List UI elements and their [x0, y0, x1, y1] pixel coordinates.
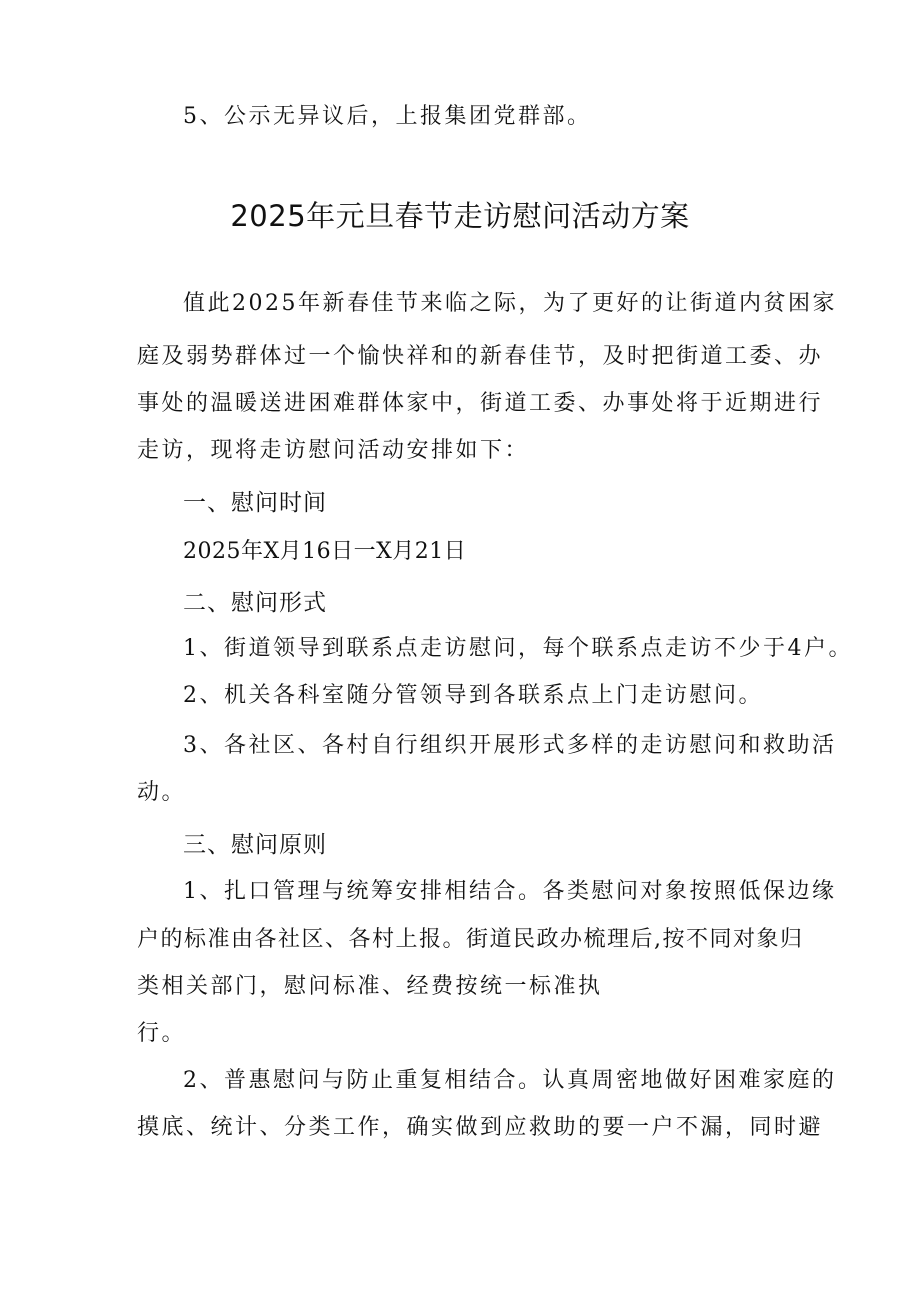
intro-line-3: 事处的温暖送进困难群体家中，街道工委、办事处将于近期进行: [137, 391, 824, 416]
section-2-item-1: 1、街道领导到联系点走访慰问，每个联系点走访不少于4户。: [183, 636, 853, 661]
section-3-heading: 三、慰问原则: [183, 832, 327, 858]
section-3-item-1-line-2: 户的标准由各社区、各村上报。街道民政办梳理后,按不同对象归: [137, 927, 804, 952]
section-3-item-1-line-1: 1、扎口管理与统筹安排相结合。各类慰问对象按照低保边缘: [183, 879, 837, 904]
top-item: 5、公示无异议后，上报集团党群部。: [183, 104, 592, 129]
section-1-content: 2025年X月16日一X月21日: [183, 539, 467, 564]
intro-line-4: 走访，现将走访慰问活动安排如下：: [137, 438, 530, 463]
section-2-item-2: 2、机关各科室随分管领导到各联系点上门走访慰问。: [183, 683, 763, 708]
section-3-item-2-line-1: 2、普惠慰问与防止重复相结合。认真周密地做好困难家庭的: [183, 1068, 837, 1093]
section-1-heading: 一、慰问时间: [183, 490, 327, 516]
section-3-item-1-line-3: 类相关部门，慰问标准、经费按统一标准执: [137, 974, 603, 999]
intro-line-1: 值此2025年新春佳节来临之际，为了更好的让街道内贫困家: [183, 291, 837, 316]
document-title: 2025年元旦春节走访慰问活动方案: [230, 199, 690, 233]
intro-line-2: 庭及弱势群体过一个愉快祥和的新春佳节，及时把街道工委、办: [137, 344, 824, 369]
section-3-item-1-line-4: 行。: [137, 1021, 187, 1046]
section-2-heading: 二、慰问形式: [183, 590, 327, 616]
section-2-item-3: 3、各社区、各村自行组织开展形式多样的走访慰问和救助活: [183, 733, 837, 758]
section-2-item-3-cont: 动。: [137, 780, 187, 805]
section-3-item-2-line-2: 摸底、统计、分类工作，确实做到应救助的要一户不漏，同时避: [137, 1115, 824, 1140]
